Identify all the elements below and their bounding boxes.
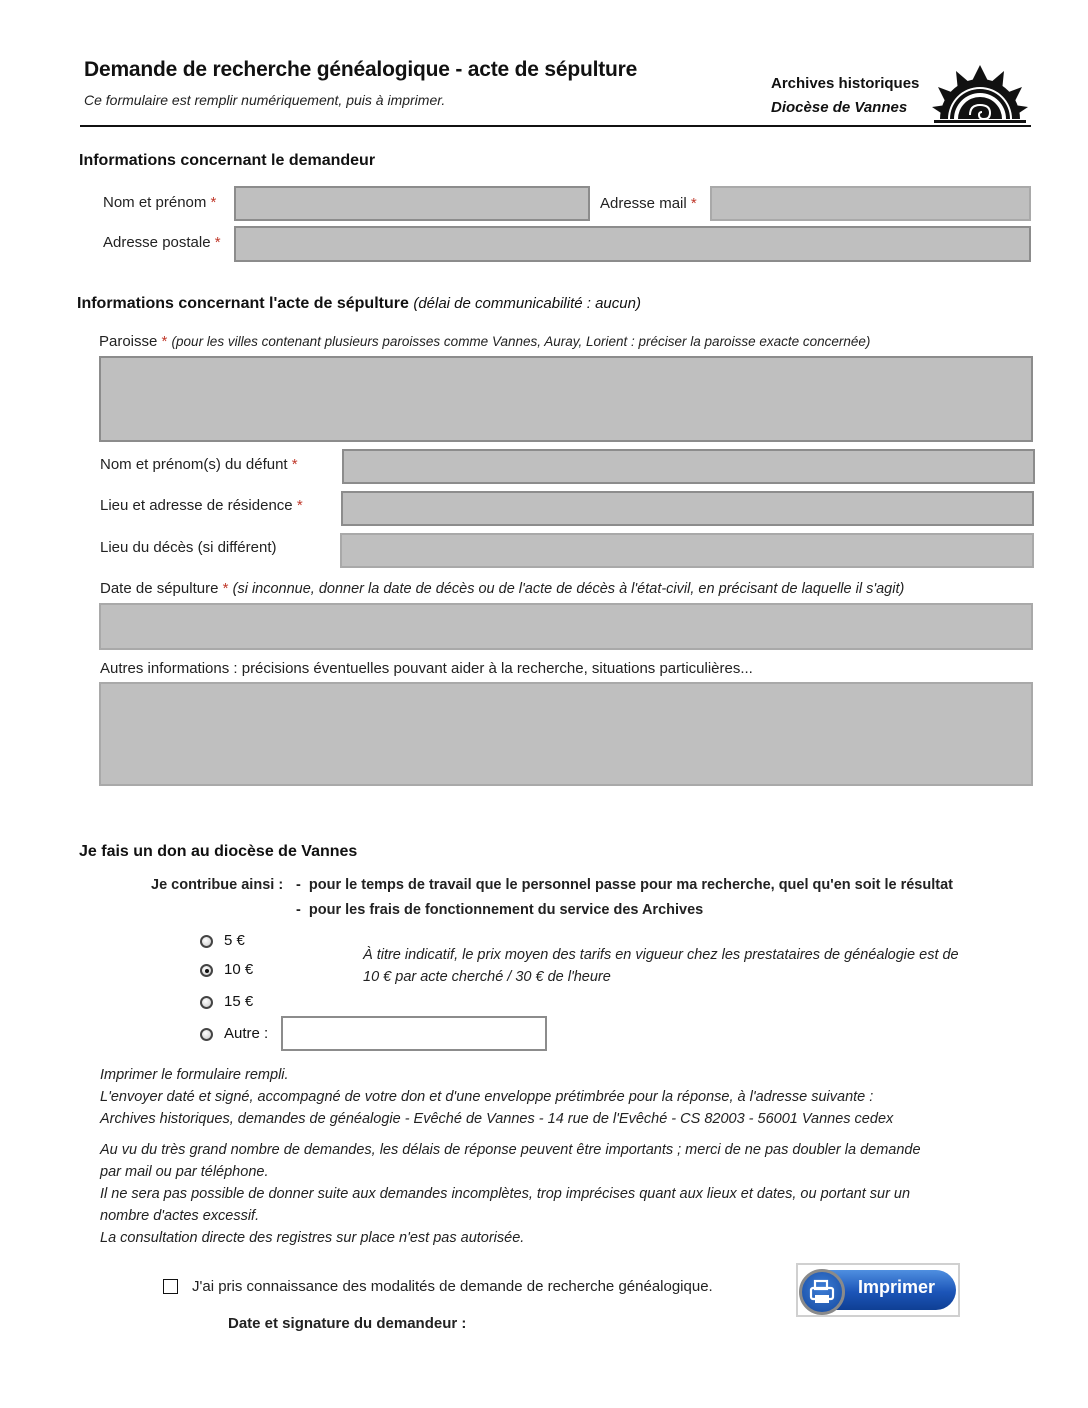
print-button[interactable]	[796, 1263, 960, 1317]
burial-date-label: Date de sépulture * (si inconnue, donner la date de décès ou de l'acte de décès à l'état-civil, en précisant de laquelle il s'agit)	[100, 580, 905, 597]
donation-radio-10[interactable]	[200, 964, 213, 977]
form-title: Demande de recherche généalogique - acte de sépulture	[84, 58, 638, 81]
contribute-label: Je contribue ainsi :	[151, 877, 284, 893]
header-divider	[80, 125, 1031, 127]
parish-label: Paroisse * (pour les villes contenant plusieurs paroisses comme Vannes, Auray, Lorient : préciser la paroisse exacte concernée)	[99, 333, 871, 350]
communicability-note: (délai de communicabilité : aucun)	[413, 295, 641, 312]
mailing-instructions: Imprimer le formulaire rempli. L'envoyer daté et signé, accompagné de votre don et d'une enveloppe prétimbrée pour la réponse, à l'adresse suivante : Archives historiques, demandes de généalogie - Evêché de Vannes - 14 rue de l'Evêché - CS 82003 - 56001 Vannes cedex	[100, 1067, 894, 1127]
donation-bullet-2: - pour les frais de fonctionnement du service des Archives	[296, 902, 704, 918]
donation-option-label: 15 €	[224, 993, 254, 1010]
other-amount-input[interactable]	[281, 1016, 547, 1051]
donation-radio-5[interactable]	[200, 935, 213, 948]
death-place-label: Lieu du décès (si différent)	[100, 539, 277, 556]
deceased-name-input[interactable]	[342, 449, 1035, 484]
burial-section-title: Informations concernant l'acte de sépulture (délai de communicabilité : aucun)	[77, 295, 641, 312]
required-star: *	[296, 497, 303, 514]
donation-option-label: Autre :	[224, 1025, 269, 1042]
required-star: *	[161, 333, 168, 350]
requester-email-input[interactable]	[710, 186, 1031, 221]
donation-option-label: 10 €	[224, 961, 254, 978]
requester-name-input[interactable]	[234, 186, 590, 221]
form-subtitle: Ce formulaire est remplir numériquement, puis à imprimer.	[84, 92, 446, 108]
deceased-name-label: Nom et prénom(s) du défunt *	[100, 456, 298, 473]
org-diocese: Diocèse de Vannes	[771, 99, 908, 116]
donation-radio-other[interactable]	[200, 1028, 213, 1041]
donation-radio-15[interactable]	[200, 996, 213, 1009]
donation-option-label: 5 €	[224, 932, 245, 949]
burial-date-input[interactable]	[99, 603, 1033, 650]
required-star: *	[210, 194, 217, 211]
residence-label: Lieu et adresse de résidence *	[100, 497, 303, 514]
requester-postal-address-input[interactable]	[234, 226, 1031, 262]
death-place-input[interactable]	[340, 533, 1034, 568]
other-info-textarea[interactable]	[99, 682, 1033, 786]
postal-address-label: Adresse postale *	[103, 234, 221, 251]
org-name: Archives historiques	[771, 75, 920, 92]
acknowledge-label: J'ai pris connaissance des modalités de demande de recherche généalogique.	[192, 1278, 713, 1295]
other-info-label: Autres informations : précisions éventuelles pouvant aider à la recherche, situations particulières...	[100, 660, 753, 677]
acknowledge-checkbox[interactable]	[163, 1279, 178, 1294]
requester-section-title: Informations concernant le demandeur	[79, 152, 376, 169]
indicative-price-note: À titre indicatif, le prix moyen des tarifs en vigueur chez les prestataires de généalogie est de 10 € par acte cherché / 30 € de l'heure	[363, 947, 959, 985]
email-label: Adresse mail *	[600, 195, 697, 212]
signature-label: Date et signature du demandeur :	[228, 1315, 467, 1332]
processing-notice: Au vu du très grand nombre de demandes, les délais de réponse peuvent être importants ; merci de ne pas doubler la demande par mail ou par téléphone. Il ne sera pas possible de donner suite aux demandes incomplètes, trop imprécises quant aux lieux et dates, ou portant sur un nombre d'actes excessif. La consultation directe des registres sur place n'est pas autorisée.	[100, 1142, 921, 1246]
print-button-label: Imprimer	[858, 1277, 936, 1297]
donation-bullet-1: - pour le temps de travail que le personnel passe pour ma recherche, quel qu'en soit le résultat	[296, 877, 953, 893]
required-star: *	[222, 580, 229, 597]
diocese-sun-logo-icon	[930, 63, 1030, 125]
required-star: *	[690, 195, 697, 212]
printer-icon	[799, 1269, 845, 1315]
donation-section-title: Je fais un don au diocèse de Vannes	[79, 843, 358, 860]
name-label: Nom et prénom *	[103, 194, 217, 211]
parish-textarea[interactable]	[99, 356, 1033, 442]
residence-input[interactable]	[341, 491, 1034, 526]
required-star: *	[291, 456, 298, 473]
required-star: *	[214, 234, 221, 251]
